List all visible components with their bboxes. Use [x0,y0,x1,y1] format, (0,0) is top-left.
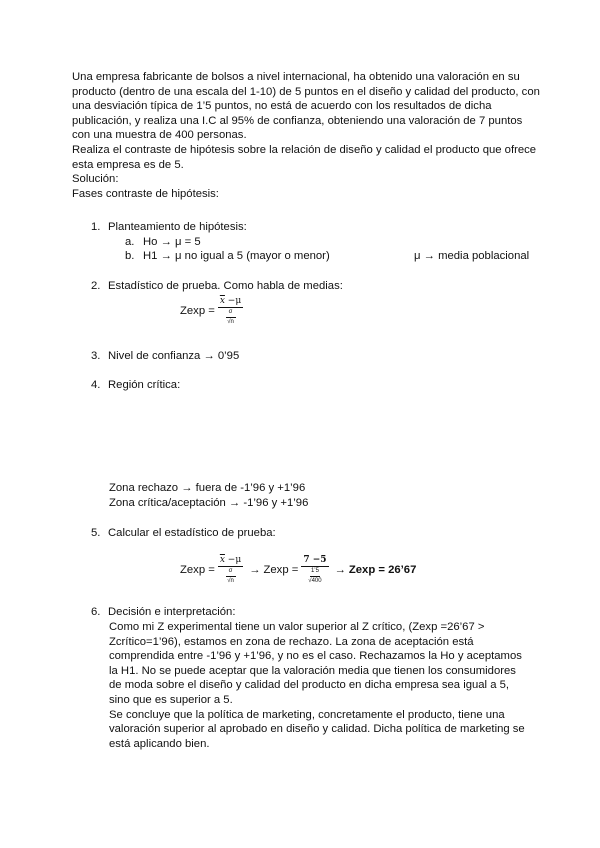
acceptance-zone: Zona crítica/aceptación → -1’96 y +1’96 [109,497,309,509]
step-2-heading [91,279,343,294]
step-title: Nivel de confianza → 0’95 [108,350,240,362]
hypothesis-alternative [125,249,330,264]
hypothesis-null [125,235,201,250]
minus-mu: −μ [224,296,242,306]
z-formula-calculation [180,555,416,585]
decision-paragraph: Como mi Z experimental tiene un valor superior al Z crítico, (Zexp =26’67 > Zcrítico=1’96), estamos en zona de rechazo. La zona de aceptación está comprendida entre -1’96 y +1’96, y no es el caso. Rechazamos la Ho y aceptamos la H1. No se puede aceptar que la valoración media que tienen los consumidores de moda sobre el diseño y calidad del producto en dicha empresa sea igual a 5, sino que es superior a 5. [109,621,522,706]
zexp-result: Zexp = 26’67 [348,563,417,576]
step-title: Decisión e interpretación: [108,606,236,618]
decision-text [109,620,529,751]
problem-statement [72,70,542,201]
solution-label: Solución: [72,173,119,186]
xbar-symbol: $\overline{x}$ [219,296,225,306]
fraction-denominator [226,308,236,326]
step-4-heading [91,378,180,393]
step-title: Región crítica: [108,379,181,391]
step-number: 6. [91,606,101,618]
xbar-symbol: $\overline{x}$ [219,555,225,565]
step-number: 1. [91,221,101,233]
arrow-icon: → [249,563,261,576]
fraction-numerator [218,296,243,307]
zexp-label: Zexp = [180,304,215,317]
step-3-heading [91,349,239,364]
step-5-heading [91,526,276,541]
fraction-bar [310,576,320,577]
rejection-zone: Zona rechazo → fuera de -1’96 y +1’96 [109,482,306,494]
hypothesis-text: Ho → μ = 5 [143,236,201,248]
z-formula-general [180,296,246,326]
sigma-symbol: σ [228,309,233,315]
minus-mu: −μ [224,555,242,565]
step-number: 5. [91,527,101,539]
zexp-label: Zexp = [180,563,215,576]
step-number: 4. [91,379,101,391]
task-text: Realiza el contraste de hipótesis sobre la relación de diseño y calidad el producto que ofrece esta empresa es de 5. [72,143,537,171]
mu-definition: μ → media poblacional [414,250,530,262]
step-1-heading [91,220,247,235]
step-title: Calcular el estadístico de prueba: [108,527,276,539]
step-number: 2. [91,280,101,292]
fraction-denominator [226,567,236,585]
list-letter: b. [125,250,135,262]
sqrt-n: √n [227,319,234,325]
fraction-numerator [218,555,243,566]
fraction-denominator [308,567,321,585]
sigma-symbol: σ [228,568,233,574]
zexp-label: Zexp = [263,563,299,576]
step-title: Planteamiento de hipótesis: [108,221,247,233]
formula-fraction-values [301,555,328,585]
formula-fraction [218,555,243,585]
intro-paragraph: Una empresa fabricante de bolsos a nivel internacional, ha obtenido una valoración en su producto (dentro de una escala del 1-10) de 5 puntos en el diseño y calidad del producto, con una desviación típica de 1’5 puntos, no está de acuerdo con los resultados de dicha publicación, y realiza una I.C al 95% de confianza, obteniendo una valoración de 7 puntos con una muestra de 400 personas. [72,71,540,142]
sqrt-400: √400 [308,578,322,584]
step-6-heading [91,605,235,620]
fraction-numerator: 7 −5 [303,555,327,565]
phases-label: Fases contraste de hipótesis: [72,187,219,200]
sqrt-n: √n [227,578,234,584]
list-letter: a. [125,236,135,248]
sigma-value: 1’5 [310,568,319,574]
step-title: Estadístico de prueba. Como habla de medias: [108,280,343,292]
step-number: 3. [91,350,101,362]
formula-fraction [218,296,243,326]
arrow-icon: → [334,563,346,576]
fraction-bar [226,317,236,318]
conclusion-paragraph: Se concluye que la política de marketing, concretamente el producto, tiene una valoración superior al aprobado en diseño y calidad. Dicha política de marketing se está aplicando bien. [109,708,525,750]
fraction-bar [226,576,236,577]
hypothesis-text: H1 → μ no igual a 5 (mayor o menor) [143,250,330,262]
